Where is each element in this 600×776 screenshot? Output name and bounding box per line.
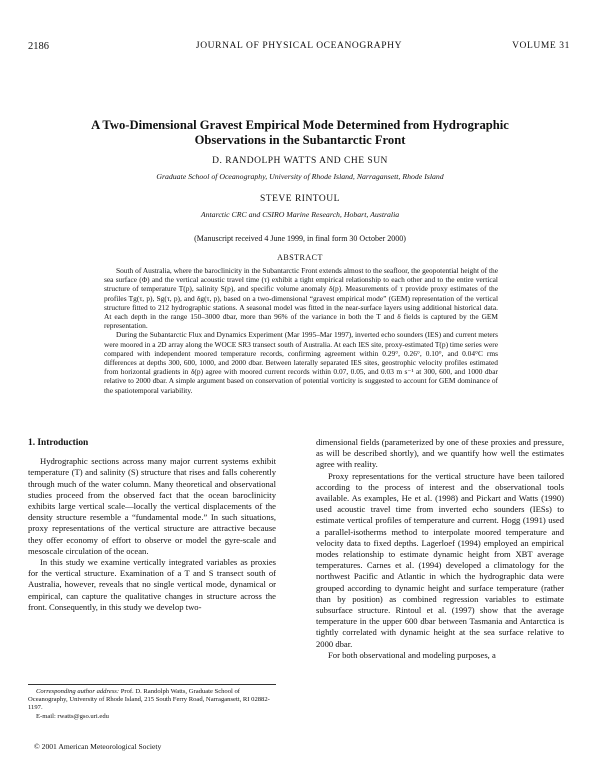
footnote-label: Corresponding author address:: [36, 688, 120, 695]
title-line-1: A Two-Dimensional Gravest Empirical Mode Determined from Hydrographic: [91, 118, 509, 132]
right-paragraph-3: For both observational and modeling purposes, a: [328, 649, 496, 660]
footnote-email: E-mail: rwatts@gso.uri.edu: [36, 712, 109, 720]
intro-paragraph-2: In this study we examine vertically integrated variables as proxies for the vertical structure. Examination of a T and S transect south of Australia, however, reveals that no single vertical mode, dynamical or empirical, can capture the qualitative changes in structure across the front. Consequently, in this study we develop two-: [28, 557, 276, 612]
left-column: [28, 438, 276, 613]
right-paragraph-1: dimensional fields (parameterized by one of these proxies and pressure, as will be described shortly), and we quantify how well the estimates agree with reality.: [316, 437, 564, 470]
affiliation-1: Graduate School of Oceanography, University of Rhode Island, Narragansett, Rhode Island: [156, 172, 444, 181]
copyright-notice: © 2001 American Meteorological Society: [34, 742, 162, 751]
volume-label: VOLUME 31: [512, 41, 570, 51]
abstract-paragraph-1: South of Australia, where the baroclinicity in the Subantarctic Front extends almost to the seafloor, the geopotential height of the sea surface (Φ) and the vertical acoustic travel time (τ) exhibit a tight empirical relationship to each other and to the entire vertical structure of temperature T(p), salinity S(p), and specific volume anomaly δ(p). Measurements of τ provide proxy estimates of the profiles Tg(τ, p), Sg(τ, p), and δg(τ, p), based on a two-dimensional “gravest empirical mode” (GEM) representation of the vertical structure fitted to 212 hydrographic stations. A seasonal model was fitted in the near-surface layers using additional historical data. At each depth in the range 150–3000 dbar, more than 96% of the variance in both the T and δ fields is captured by the GEM representation.: [104, 266, 498, 331]
running-head: [28, 41, 570, 53]
author-line-2: STEVE RINTOUL: [260, 194, 340, 204]
right-paragraph-2: Proxy representations for the vertical structure have been tailored according to the process of interest and the observational tools available. As examples, He et al. (1998) and Pickart and Watts (1990) used acoustic travel time from inverted echo sounders (IESs) to estimate vertical profiles of temperature and current. Hogg (1991) used a parallel-isotherms method to interpolate moored temperature and velocity data to fixed depths. Lagerloef (1994) employed an empirical modes relationship to estimate dynamic height from XBT average temperatures. Carnes et al. (1994) developed a climatology for the northwest Pacific and Atlantic in which the hydrographic data were grouped according to dynamic height and surface temperature (rather than by position) as combined regression variables to estimate subsurface structure. Rintoul et al. (1997) show that the average temperature in the upper 600 dbar between Tasmania and Antarctica is tightly correlated with dynamic height at the sea surface relative to 2000 dbar.: [316, 470, 564, 649]
affiliation-2: Antarctic CRC and CSIRO Marine Research, Hobart, Australia: [200, 210, 400, 219]
journal-name: JOURNAL OF PHYSICAL OCEANOGRAPHY: [195, 41, 403, 51]
footnote-body: Prof. D. Randolph Watts, Graduate School of Oceanography, University of Rhode Island, 215 South Ferry Road, Narragansett, RI 02882-1197.: [28, 688, 270, 712]
paper-title: [40, 118, 560, 148]
abstract-paragraph-2: During the Subantarctic Flux and Dynamics Experiment (Mar 1995–Mar 1997), inverted echo sounders (IES) and current meters were moored in a 2D array along the WOCE SR3 transect south of Australia. At each IES site, proxy-estimated T(p) time series were compared with independent moored temperature records, confirming agreement within 0.29°, 0.26°, 0.10°, and 0.04°C rms differences at depths 300, 600, 1000, and 2000 dbar. Between laterally separated IES sites, geostrophic velocity profiles estimated from horizontal gradients in δ(p) agree with moored current records within 0.07, 0.05, and 0.03 m s⁻¹ at 300, 600, and 1000 dbar relative to 2000 dbar. A simple argument based on conservation of potential vorticity is suggested to account for GEM dominance of the spatiotemporal variability.: [104, 330, 498, 395]
abstract-heading: ABSTRACT: [277, 253, 323, 262]
intro-paragraph-1: Hydrographic sections across many major current systems exhibit temperature (T) and salinity (S) structure that rises and falls coherently through much of the water column. Many theoretical and observational studies proceed from the observed fact that the ocean baroclinicity exhibits large vertical scale—locally the vertical displacements of the density structure resemble a “fundamental mode.” In such situations, proxy representations of the vertical structure are attractive because they offer economy of effort to observe or model the gyre-scale and mesoscale circulation of the ocean.: [28, 456, 276, 556]
author-line-1: D. RANDOLPH WATTS AND CHE SUN: [212, 156, 388, 166]
abstract: [104, 266, 498, 395]
section-heading: 1. Introduction: [28, 438, 89, 448]
corresponding-author-footnote: [28, 684, 276, 721]
right-column: [316, 437, 564, 661]
title-line-2: Observations in the Subantarctic Front: [194, 133, 406, 147]
manuscript-dates: (Manuscript received 4 June 1999, in final form 30 October 2000): [194, 234, 406, 243]
page-number: 2186: [28, 41, 49, 52]
